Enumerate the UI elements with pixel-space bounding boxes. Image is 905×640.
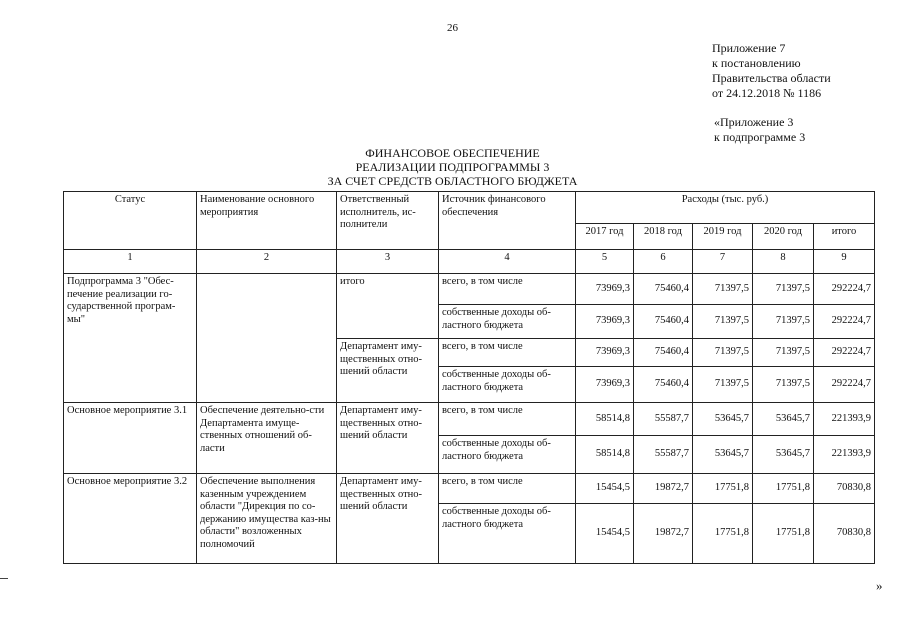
- closing-quote: »: [876, 578, 883, 593]
- table-row: [64, 403, 875, 436]
- source-cell: собственные доходы об-ластного бюджета: [439, 436, 576, 474]
- value-cell: 17751,8: [693, 504, 753, 564]
- value-cell: 58514,8: [576, 436, 634, 474]
- table-row: [64, 474, 875, 504]
- header-expenses: Расходы (тыс. руб.): [576, 192, 875, 224]
- value-cell: 292224,7: [814, 339, 875, 367]
- header-year: 2019 год: [693, 224, 753, 250]
- value-cell: 19872,7: [634, 504, 693, 564]
- value-cell: 53645,7: [753, 403, 814, 436]
- value-cell: 53645,7: [753, 436, 814, 474]
- value-cell: 292224,7: [814, 305, 875, 339]
- value-cell: 73969,3: [576, 367, 634, 403]
- header-status: Статус: [64, 192, 197, 250]
- value-cell: 53645,7: [693, 436, 753, 474]
- value-cell: 221393,9: [814, 436, 875, 474]
- page-number: 26: [447, 22, 458, 34]
- header-total: итого: [814, 224, 875, 250]
- value-cell: 17751,8: [753, 504, 814, 564]
- source-cell: всего, в том числе: [439, 274, 576, 305]
- column-number: 4: [439, 250, 576, 274]
- measure-cell: [197, 274, 337, 403]
- source-cell: собственные доходы об-ластного бюджета: [439, 504, 576, 564]
- value-cell: 71397,5: [753, 367, 814, 403]
- value-cell: 15454,5: [576, 474, 634, 504]
- title-line: ФИНАНСОВОЕ ОБЕСПЕЧЕНИЕ: [365, 146, 540, 160]
- header-year: 2020 год: [753, 224, 814, 250]
- value-cell: 71397,5: [693, 339, 753, 367]
- column-number: 7: [693, 250, 753, 274]
- value-cell: 70830,8: [814, 504, 875, 564]
- financing-table: [63, 191, 875, 564]
- executor-cell: Департамент иму-щественных отно-шений области: [337, 403, 439, 474]
- source-cell: всего, в том числе: [439, 403, 576, 436]
- header-measure: Наименование основного мероприятия: [197, 192, 337, 250]
- value-cell: 75460,4: [634, 367, 693, 403]
- status-cell: Основное мероприятие 3.1: [64, 403, 197, 474]
- value-cell: 71397,5: [693, 367, 753, 403]
- table-row: [64, 274, 875, 305]
- appendix-block: [712, 41, 831, 101]
- column-number: 5: [576, 250, 634, 274]
- column-number: 1: [64, 250, 197, 274]
- column-number: 6: [634, 250, 693, 274]
- executor-cell: Департамент иму-щественных отно-шений области: [337, 339, 439, 403]
- header-executor: Ответственный исполнитель, ис-полнители: [337, 192, 439, 250]
- header-year: 2018 год: [634, 224, 693, 250]
- value-cell: 71397,5: [753, 274, 814, 305]
- value-cell: 70830,8: [814, 474, 875, 504]
- value-cell: 75460,4: [634, 339, 693, 367]
- appendix-reference: [714, 115, 805, 145]
- appendix-line: от 24.12.2018 № 1186: [712, 86, 822, 100]
- value-cell: 75460,4: [634, 274, 693, 305]
- measure-cell: Обеспечение деятельно-сти Департамента имуще-ственных отношений об-ласти: [197, 403, 337, 474]
- value-cell: 71397,5: [693, 274, 753, 305]
- appendix-line: Приложение 7: [712, 41, 786, 55]
- title-line: ЗА СЧЕТ СРЕДСТВ ОБЛАСТНОГО БЮДЖЕТА: [327, 174, 578, 188]
- column-number: 9: [814, 250, 875, 274]
- value-cell: 58514,8: [576, 403, 634, 436]
- value-cell: 71397,5: [693, 305, 753, 339]
- source-cell: всего, в том числе: [439, 474, 576, 504]
- value-cell: 221393,9: [814, 403, 875, 436]
- value-cell: 73969,3: [576, 274, 634, 305]
- value-cell: 55587,7: [634, 436, 693, 474]
- appendix-reference-line: «Приложение 3: [714, 115, 794, 129]
- value-cell: 292224,7: [814, 274, 875, 305]
- value-cell: 19872,7: [634, 474, 693, 504]
- status-cell: Подпрограмма 3 "Обес-печение реализации го-сударственной програм-мы": [64, 274, 197, 403]
- column-number: 2: [197, 250, 337, 274]
- value-cell: 73969,3: [576, 339, 634, 367]
- appendix-line: Правительства области: [712, 71, 831, 85]
- column-number: 3: [337, 250, 439, 274]
- value-cell: 73969,3: [576, 305, 634, 339]
- source-cell: собственные доходы об-ластного бюджета: [439, 305, 576, 339]
- header-year: 2017 год: [576, 224, 634, 250]
- value-cell: 55587,7: [634, 403, 693, 436]
- status-cell: Основное мероприятие 3.2: [64, 474, 197, 564]
- executor-cell: Департамент иму-щественных отно-шений области: [337, 474, 439, 564]
- source-cell: всего, в том числе: [439, 339, 576, 367]
- header-source: Источник финансового обеспечения: [439, 192, 576, 250]
- value-cell: 17751,8: [693, 474, 753, 504]
- appendix-line: к постановлению: [712, 56, 801, 70]
- measure-cell: Обеспечение выполнения казенным учреждением области "Дирекция по со-держанию имущества каз-ны области" возложенных полномочий: [197, 474, 337, 564]
- value-cell: 292224,7: [814, 367, 875, 403]
- column-number: 8: [753, 250, 814, 274]
- margin-mark: [0, 578, 8, 579]
- value-cell: 17751,8: [753, 474, 814, 504]
- value-cell: 53645,7: [693, 403, 753, 436]
- title-line: РЕАЛИЗАЦИИ ПОДПРОГРАММЫ 3: [355, 160, 550, 174]
- value-cell: 75460,4: [634, 305, 693, 339]
- appendix-reference-line: к подпрограмме 3: [714, 130, 806, 144]
- executor-cell: итого: [337, 274, 439, 339]
- document-title: [0, 146, 905, 188]
- source-cell: собственные доходы об-ластного бюджета: [439, 367, 576, 403]
- value-cell: 71397,5: [753, 339, 814, 367]
- value-cell: 15454,5: [576, 504, 634, 564]
- value-cell: 71397,5: [753, 305, 814, 339]
